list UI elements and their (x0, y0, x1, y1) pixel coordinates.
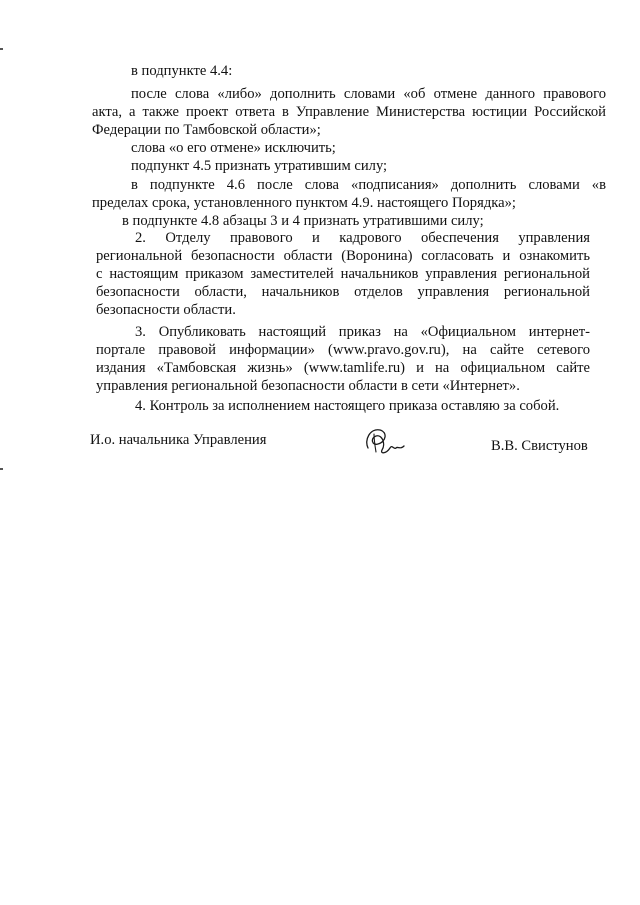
paragraph-line: региональной безопасности области (Воронина) согласовать и ознакомить (96, 248, 590, 264)
paragraph-line: с настоящим приказом заместителей начальников управления региональной (96, 266, 590, 282)
margin-mark (0, 468, 3, 470)
paragraph-line: подпункт 4.5 признать утратившим силу; (131, 158, 388, 174)
paragraph-line: акта, а также проект ответа в Управление Министерства юстиции Российской (92, 104, 606, 120)
paragraph-line: управления региональной безопасности области в сети «Интернет». (96, 378, 520, 394)
margin-mark (0, 48, 3, 50)
paragraph-line: в подпункте 4.8 абзацы 3 и 4 признать утратившими силу; (122, 213, 484, 229)
paragraph-line: в подпункте 4.6 после слова «подписания» дополнить словами «в (131, 177, 606, 193)
paragraph-line: портале правовой информации» (www.pravo.gov.ru), на сайте сетевого (96, 342, 590, 358)
signatory-position: И.о. начальника Управления (90, 432, 267, 448)
paragraph-line: 3. Опубликовать настоящий приказ на «Официальном интернет- (135, 324, 590, 340)
paragraph-line: пределах срока, установленного пунктом 4.9. настоящего Порядка»; (92, 195, 516, 211)
paragraph-line: издания «Тамбовская жизнь» (www.tamlife.ru) и на официальном сайте (96, 360, 590, 376)
paragraph-line: Федерации по Тамбовской области»; (92, 122, 321, 138)
paragraph-line: 2. Отделу правового и кадрового обеспечения управления (135, 230, 590, 246)
signatory-name: В.В. Свистунов (491, 438, 588, 454)
paragraph-line: в подпункте 4.4: (131, 63, 233, 79)
paragraph-line: безопасности области. (96, 302, 236, 318)
handwritten-signature (360, 424, 408, 458)
paragraph-line: после слова «либо» дополнить словами «об отмене данного правового (131, 86, 606, 102)
paragraph-line: слова «о его отмене» исключить; (131, 140, 336, 156)
paragraph-line: 4. Контроль за исполнением настоящего приказа оставляю за собой. (135, 398, 560, 414)
paragraph-line: безопасности области, начальников отделов управления региональной (96, 284, 590, 300)
